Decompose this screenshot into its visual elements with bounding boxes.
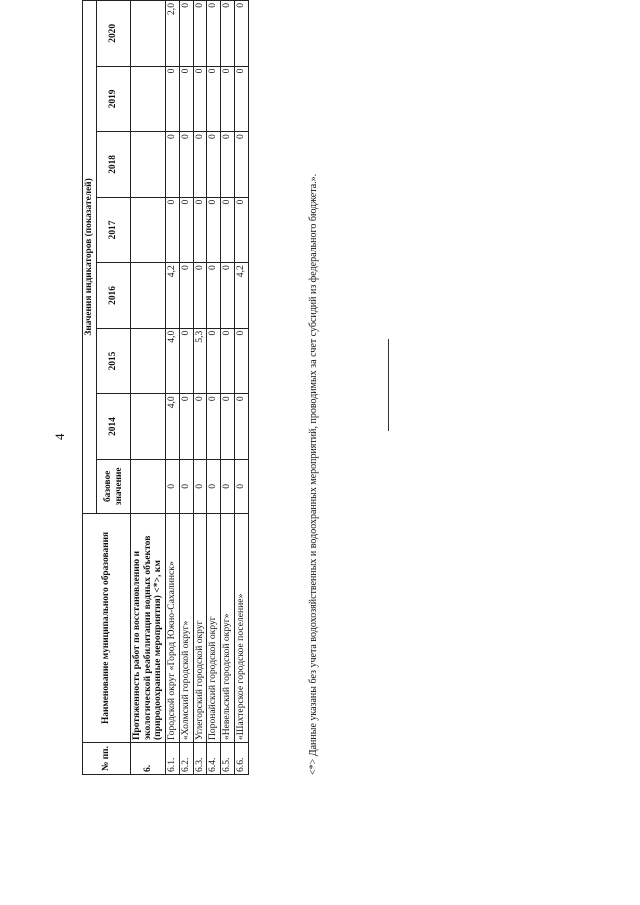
table-row: [166, 1, 180, 775]
row-year-value: 0: [234, 132, 248, 198]
row-year-value: 0: [234, 66, 248, 132]
row-year-value: 0: [193, 66, 207, 132]
table-row: [179, 1, 193, 775]
row-year-value: 4,2: [166, 263, 180, 329]
header-num: № пп.: [83, 743, 131, 775]
header-year-2015: 2015: [97, 328, 131, 394]
row-year-value: 0: [234, 1, 248, 67]
row-year-value: 2,0: [166, 1, 180, 67]
row-year-value: 4,2: [234, 263, 248, 329]
header-year-2018: 2018: [97, 132, 131, 198]
row-year-value: 0: [166, 132, 180, 198]
indicators-table: [82, 0, 249, 775]
row-base-value: 0: [179, 459, 193, 513]
row-year-value: 0: [179, 132, 193, 198]
page-number: 4: [52, 433, 67, 440]
row-year-value: 4,0: [166, 394, 180, 460]
row-year-value: 0: [221, 1, 235, 67]
row-year-value: 0: [234, 197, 248, 263]
row-name: Поронайский городской округ: [207, 513, 221, 742]
row-year-value: 0: [207, 263, 221, 329]
section-title: Протяженность работ по восстановлению и экологической реабилитации водных объектов (природоохранные мероприятия) <*>, км: [131, 513, 166, 742]
row-year-value: 0: [179, 66, 193, 132]
table-row: [193, 1, 207, 775]
row-name: «Невельский городской округ»: [221, 513, 235, 742]
row-base-value: 0: [166, 459, 180, 513]
row-base-value: 0: [207, 459, 221, 513]
row-year-value: 0: [207, 197, 221, 263]
row-year-value: 0: [207, 328, 221, 394]
header-year-2019: 2019: [97, 66, 131, 132]
row-year-value: 0: [207, 132, 221, 198]
table-row: [207, 1, 221, 775]
row-year-value: 0: [193, 197, 207, 263]
header-group: Значения индикаторов (показателей): [83, 1, 97, 514]
row-year-value: 0: [207, 1, 221, 67]
row-year-value: 0: [193, 263, 207, 329]
row-base-value: 0: [193, 459, 207, 513]
header-year-2020: 2020: [97, 1, 131, 67]
row-num: 6.1.: [166, 743, 180, 775]
row-year-value: 0: [166, 197, 180, 263]
row-name: «Шахтерское городское поселение»: [234, 513, 248, 742]
row-year-value: 0: [193, 394, 207, 460]
row-num: 6.3.: [193, 743, 207, 775]
row-year-value: 0: [207, 394, 221, 460]
row-year-value: 0: [234, 328, 248, 394]
row-year-value: 0: [221, 66, 235, 132]
row-year-value: 0: [221, 328, 235, 394]
row-year-value: 0: [221, 132, 235, 198]
row-num: 6.6.: [234, 743, 248, 775]
section-row: [131, 1, 166, 775]
row-year-value: 0: [179, 328, 193, 394]
section-num: 6.: [131, 743, 166, 775]
row-year-value: 5,3: [193, 328, 207, 394]
row-name: «Холмский городской округ»: [179, 513, 193, 742]
row-num: 6.5.: [221, 743, 235, 775]
header-name: Наименование муниципального образования: [83, 513, 131, 742]
row-year-value: 0: [179, 394, 193, 460]
row-year-value: 4,0: [166, 328, 180, 394]
row-year-value: 0: [193, 132, 207, 198]
row-year-value: 0: [221, 263, 235, 329]
row-year-value: 0: [207, 66, 221, 132]
table-row: [234, 1, 248, 775]
row-name: Городской округ «Город Южно-Сахалинск»: [166, 513, 180, 742]
row-year-value: 0: [179, 197, 193, 263]
header-year-2016: 2016: [97, 263, 131, 329]
row-year-value: 0: [179, 1, 193, 67]
row-year-value: 0: [179, 263, 193, 329]
separator-line: [388, 339, 389, 431]
row-year-value: 0: [193, 1, 207, 67]
row-year-value: 0: [221, 197, 235, 263]
row-year-value: 0: [166, 66, 180, 132]
row-num: 6.4.: [207, 743, 221, 775]
row-base-value: 0: [234, 459, 248, 513]
footnote: <*> Данные указаны без учета водохозяйственных и водоохранных мероприятий, проводимых за счет субсидий из федерального бюджета.».: [308, 173, 319, 775]
table-row: [221, 1, 235, 775]
row-year-value: 0: [221, 394, 235, 460]
row-num: 6.2.: [179, 743, 193, 775]
row-name: Углегорский городской округ: [193, 513, 207, 742]
header-base: базовое значение: [97, 459, 131, 513]
row-base-value: 0: [221, 459, 235, 513]
header-year-2017: 2017: [97, 197, 131, 263]
header-year-2014: 2014: [97, 394, 131, 460]
row-year-value: 0: [234, 394, 248, 460]
